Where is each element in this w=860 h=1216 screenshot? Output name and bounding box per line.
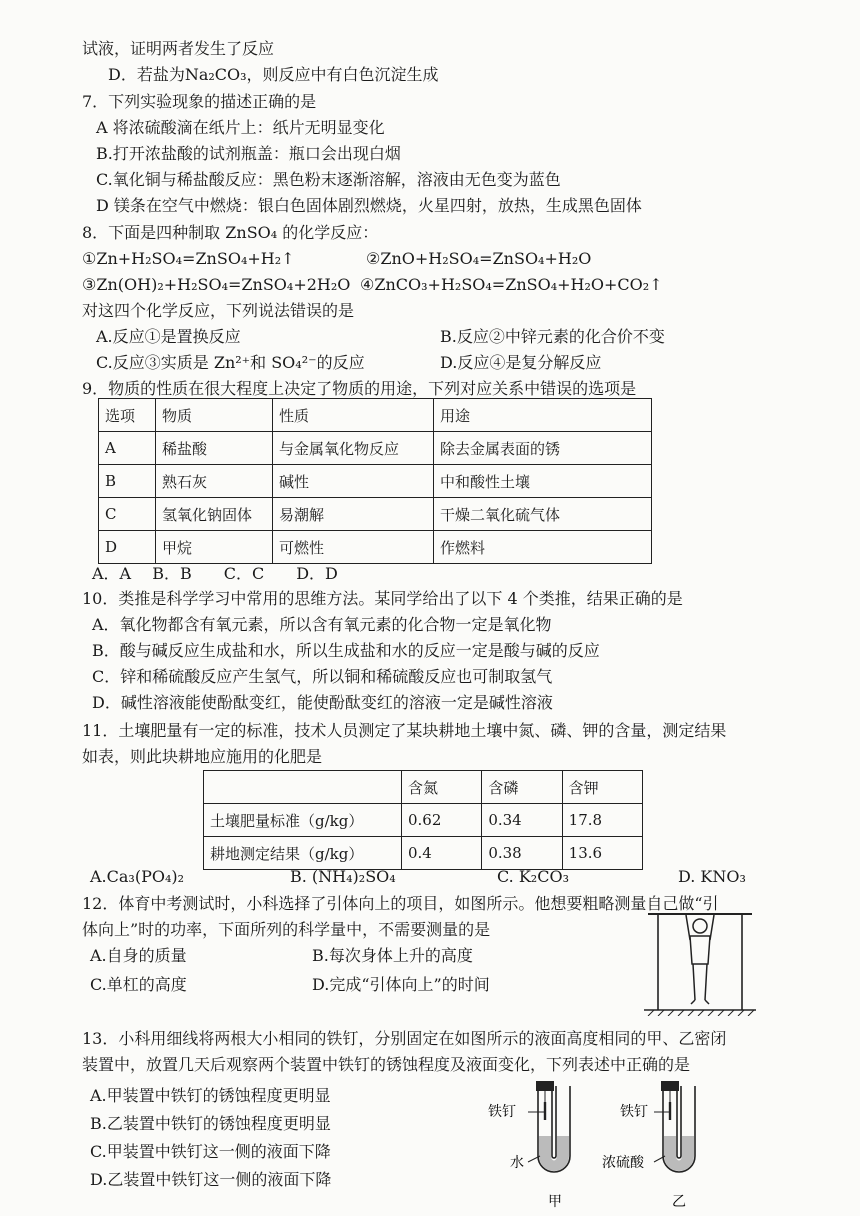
table-row (99, 498, 652, 531)
nail-label: 铁钉 (488, 1104, 516, 1120)
q8-stem: 8．下面是四种制取 ZnSO₄ 的化学反应： (82, 223, 379, 242)
table-row (99, 531, 652, 564)
q8-reaction-2: ②ZnO+H₂SO₄=ZnSO₄+H₂O (366, 249, 592, 268)
q8-sub-stem: 对这四个化学反应，下列说法错误的是 (82, 301, 355, 320)
table-cell: 耕地测定结果（g/kg） (204, 837, 402, 870)
table-header-cell: 含氮 (402, 771, 482, 804)
table-header-cell: 选项 (99, 399, 156, 432)
q11-stem-2: 如表，则此块耕地应施用的化肥是 (82, 747, 323, 766)
q9-table (98, 398, 652, 564)
table-cell: C (99, 498, 156, 531)
table-header-cell (204, 771, 402, 804)
q13-option-a: A.甲装置中铁钉的锈蚀程度更明显 (90, 1086, 331, 1105)
u-tube-figure (488, 1078, 748, 1210)
q11-option-a: A.Ca₃(PO₄)₂ (90, 867, 185, 886)
table-cell: B (99, 465, 156, 498)
table-cell: 13.6 (562, 837, 642, 870)
table-header-cell: 物质 (156, 399, 273, 432)
table-cell: 除去金属表面的锈 (434, 432, 652, 465)
table-cell: 作燃料 (434, 531, 652, 564)
table-cell: 土壤肥量标准（g/kg） (204, 804, 402, 837)
table-header-cell: 性质 (273, 399, 434, 432)
table-cell: 可燃性 (273, 531, 434, 564)
q7-stem: 7．下列实验现象的描述正确的是 (82, 92, 317, 111)
table-cell: 0.62 (402, 804, 482, 837)
q11-option-b: B. (NH₄)₂SO₄ (290, 867, 396, 886)
q7-option-b: B.打开浓盐酸的试剂瓶盖：瓶口会出现白烟 (96, 144, 401, 163)
q8-option-a: A.反应①是置换反应 (96, 327, 241, 346)
q13-stem: 13．小科用细线将两根大小相同的铁钉，分别固定在如图所示的液面高度相同的甲、乙密闭 (82, 1029, 727, 1048)
table-row (99, 432, 652, 465)
q8-reaction-1: ①Zn+H₂SO₄=ZnSO₄+H₂↑ (82, 249, 295, 268)
jia-label: 甲 (548, 1194, 562, 1210)
table-cell: D (99, 531, 156, 564)
q12-option-d: D.完成“引体向上”的时间 (312, 975, 490, 994)
q12-stem: 12．体育中考测试时，小科选择了引体向上的项目，如图所示。他想要粗略测量自己做“引 (82, 894, 719, 913)
table-cell: 中和酸性土壤 (434, 465, 652, 498)
q7-option-a: A 将浓硫酸滴在纸片上：纸片无明显变化 (96, 118, 385, 137)
q13-option-b: B.乙装置中铁钉的锈蚀程度更明显 (90, 1114, 331, 1133)
q10-option-d: D．碱性溶液能使酚酞变红，能使酚酞变红的溶液一定是碱性溶液 (92, 693, 553, 712)
table-row (204, 837, 643, 870)
acid-label: 浓硫酸 (602, 1155, 644, 1171)
table-cell: 0.38 (482, 837, 562, 870)
q8-option-d: D.反应④是复分解反应 (440, 353, 602, 372)
q11-stem: 11．土壤肥量有一定的标准，技术人员测定了某块耕地土壤中氮、磷、钾的含量，测定结果 (82, 721, 727, 740)
q8-option-c: C.反应③实质是 Zn²⁺和 SO₄²⁻的反应 (96, 353, 365, 372)
q10-option-b: B．酸与碱反应生成盐和水，所以生成盐和水的反应一定是酸与碱的反应 (92, 641, 600, 660)
table-header-cell: 含钾 (562, 771, 642, 804)
table-cell: 17.8 (562, 804, 642, 837)
q11-table (203, 770, 643, 870)
table-cell: 碱性 (273, 465, 434, 498)
table-cell: 干燥二氧化硫气体 (434, 498, 652, 531)
table-header-row (204, 771, 643, 804)
table-cell: 0.34 (482, 804, 562, 837)
q7-option-c: C.氧化铜与稀盐酸反应：黑色粉末逐渐溶解，溶液由无色变为蓝色 (96, 170, 561, 189)
table-cell: 氢氧化钠固体 (156, 498, 273, 531)
q6-option-d: D．若盐为Na₂CO₃，则反应中有白色沉淀生成 (108, 65, 439, 84)
q7-option-d: D 镁条在空气中燃烧：银白色固体剧烈燃烧，火星四射，放热，生成黑色固体 (96, 196, 642, 215)
q10-option-a: A．氧化物都含有氧元素，所以含有氧元素的化合物一定是氧化物 (92, 615, 552, 634)
pull-up-figure (640, 906, 760, 1016)
q10-stem: 10．类推是科学学习中常用的思维方法。某同学给出了以下 4 个类推，结果正确的是 (82, 589, 683, 608)
q10-option-c: C．锌和稀硫酸反应产生氢气，所以铜和稀硫酸反应也可制取氢气 (92, 667, 553, 686)
q9-stem: 9．物质的性质在很大程度上决定了物质的用途，下列对应关系中错误的选项是 (82, 379, 637, 398)
table-cell: A (99, 432, 156, 465)
table-cell: 0.4 (402, 837, 482, 870)
table-cell: 稀盐酸 (156, 432, 273, 465)
q8-reaction-4: ④ZnCO₃+H₂SO₄=ZnSO₄+H₂O+CO₂↑ (360, 275, 663, 294)
table-header-row (99, 399, 652, 432)
text-line: 试液，证明两者发生了反应 (82, 39, 275, 58)
table-cell: 易潮解 (273, 498, 434, 531)
table-cell: 熟石灰 (156, 465, 273, 498)
table-header-cell: 用途 (434, 399, 652, 432)
q12-option-c: C.单杠的高度 (90, 975, 187, 994)
q11-option-c: C. K₂CO₃ (497, 867, 569, 886)
nail-label: 铁钉 (620, 1104, 648, 1120)
q8-option-b: B.反应②中锌元素的化合价不变 (440, 327, 665, 346)
q13-option-d: D.乙装置中铁钉这一侧的液面下降 (90, 1170, 332, 1189)
water-label: 水 (510, 1155, 524, 1171)
q12-option-b: B.每次身体上升的高度 (312, 946, 473, 965)
q13-option-c: C.甲装置中铁钉这一侧的液面下降 (90, 1142, 331, 1161)
q8-reaction-3: ③Zn(OH)₂+H₂SO₄=ZnSO₄+2H₂O (82, 275, 351, 294)
table-header-cell: 含磷 (482, 771, 562, 804)
table-row (204, 804, 643, 837)
q12-option-a: A.自身的质量 (90, 946, 187, 965)
yi-label: 乙 (672, 1194, 686, 1210)
q12-stem-2: 体向上”时的功率，下面所列的科学量中，不需要测量的是 (82, 920, 491, 939)
q9-options: A．A B．B C．C D．D (92, 564, 338, 583)
q11-option-d: D. KNO₃ (678, 867, 746, 886)
table-cell: 与金属氧化物反应 (273, 432, 434, 465)
q13-stem-2: 装置中，放置几天后观察两个装置中铁钉的锈蚀程度及液面变化，下列表述中正确的是 (82, 1055, 691, 1074)
table-cell: 甲烷 (156, 531, 273, 564)
table-row (99, 465, 652, 498)
